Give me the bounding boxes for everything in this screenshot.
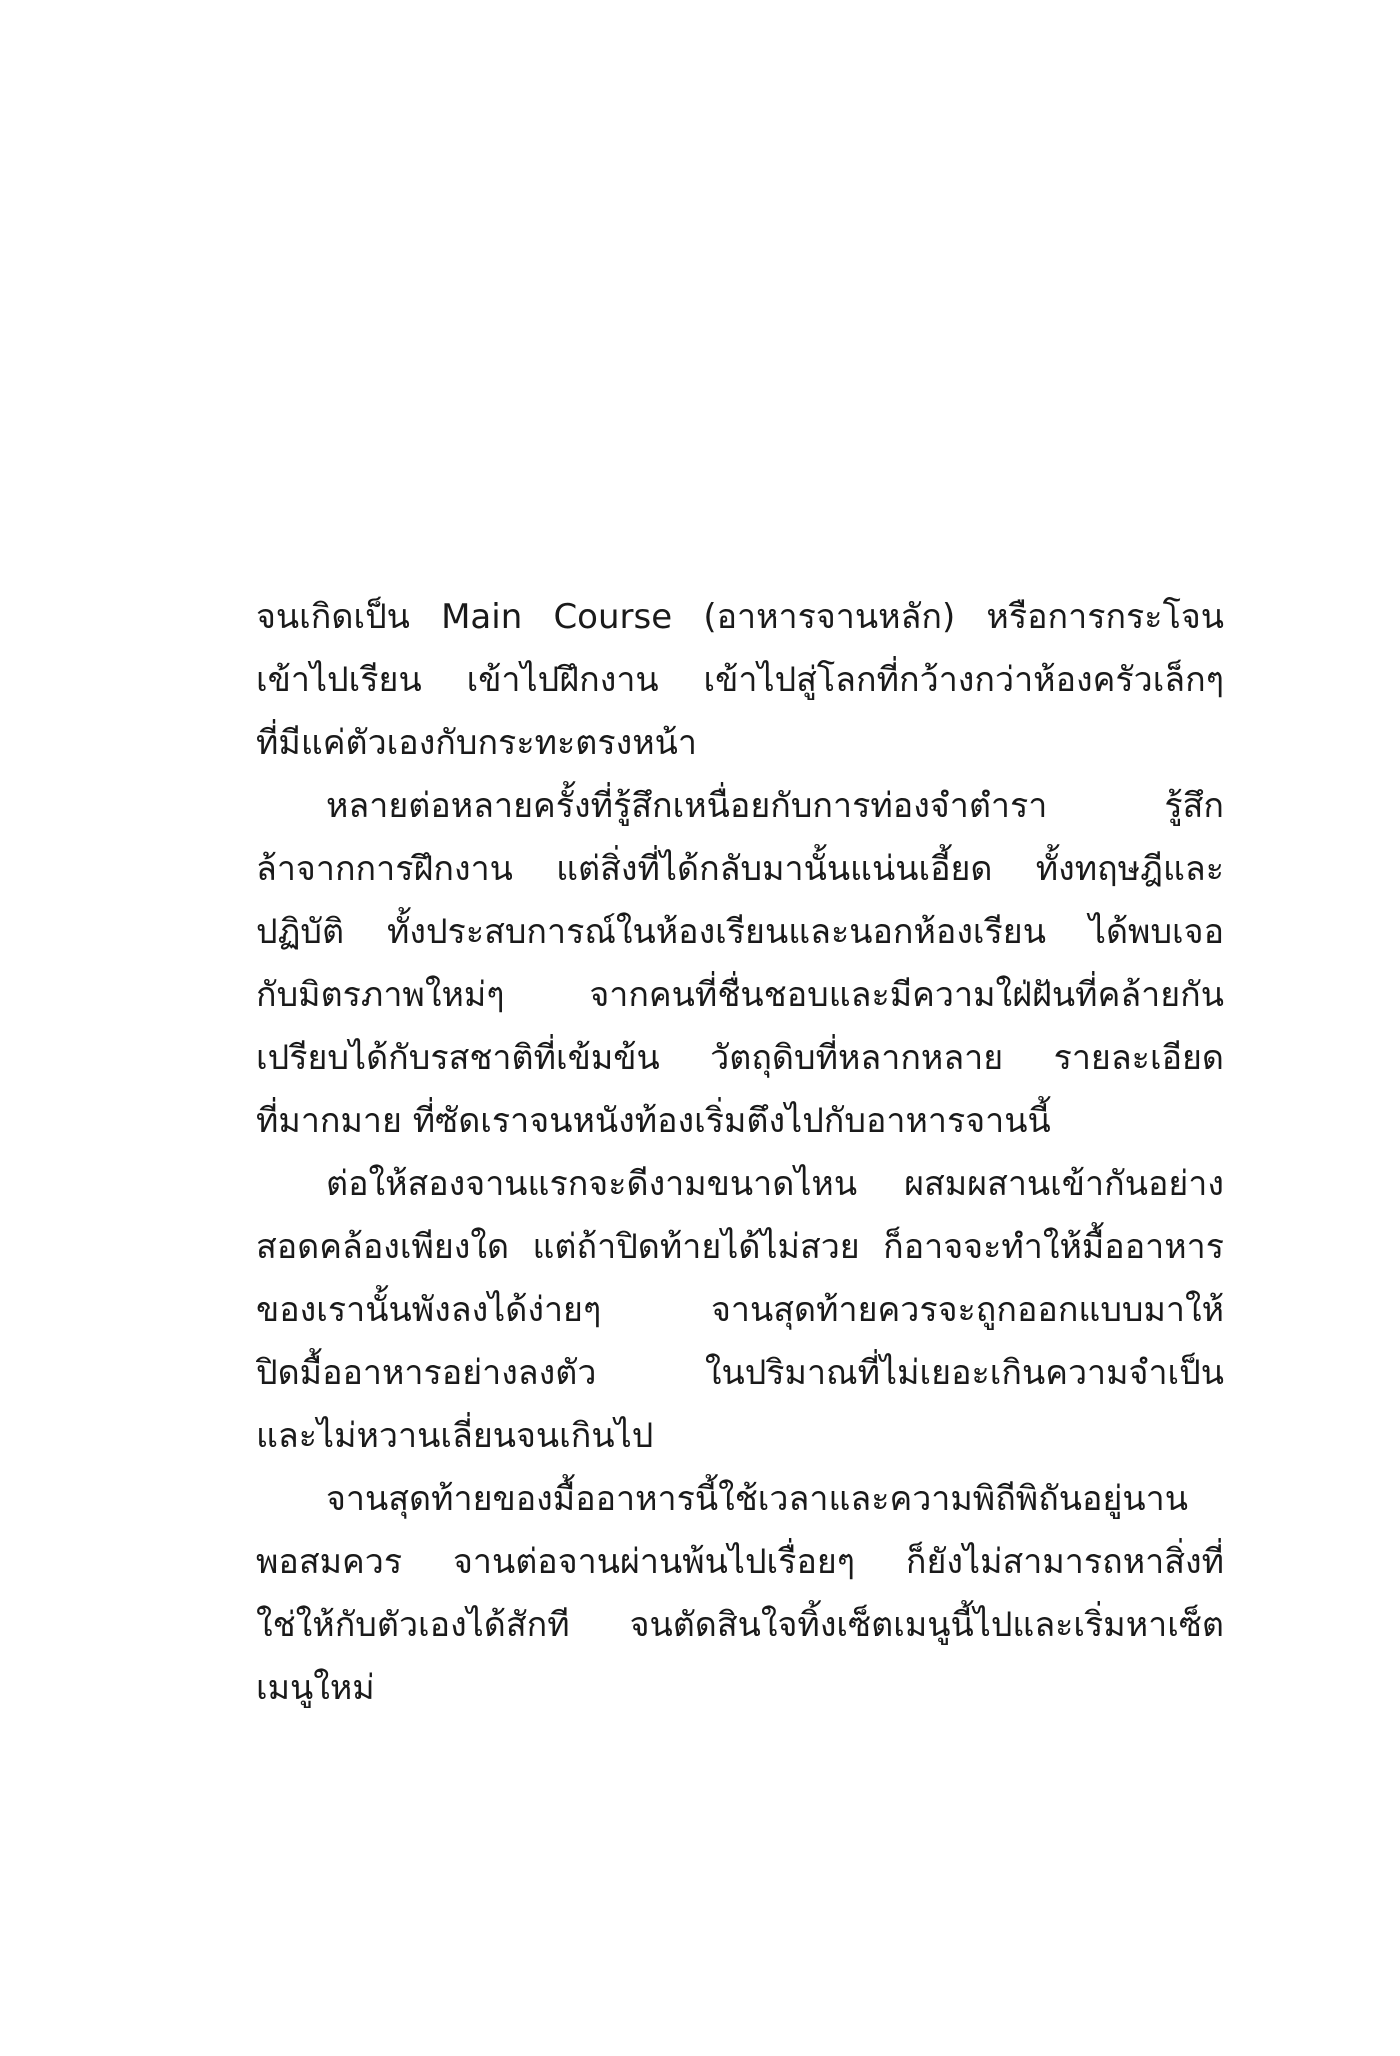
paragraph-2-line-6: ที่มากมาย ที่ซัดเราจนหนังท้องเริ่มตึงไปกับอาหารจานนี้ (256, 1101, 1051, 1141)
paragraph-2-line-3: ปฏิบัติ ทั้งประสบการณ์ในห้องเรียนและนอกห้องเรียน ได้พบเจอ (256, 912, 1224, 952)
paragraph-4-line-2: พอสมควร จานต่อจานผ่านพ้นไปเรื่อยๆ ก็ยังไม่สามารถหาสิ่งที่ (256, 1542, 1224, 1582)
paragraph-1-line-3: ที่มีแค่ตัวเองกับกระทะตรงหน้า (256, 723, 697, 763)
paragraph-4-line-3: ใช่ให้กับตัวเองได้สักที จนตัดสินใจทิ้งเซ็ตเมนูนี้ไปและเริ่มหาเซ็ต (256, 1605, 1224, 1645)
paragraph-2-line-2: ล้าจากการฝึกงาน แต่สิ่งที่ได้กลับมานั้นแน่นเอี้ยด ทั้งทฤษฎีและ (256, 849, 1224, 889)
paragraph-3-line-4: ปิดมื้ออาหารอย่างลงตัว ในปริมาณที่ไม่เยอะเกินความจำเป็น (256, 1353, 1224, 1393)
paragraph-4-line-4: เมนูใหม่ (256, 1668, 375, 1708)
paragraph-1-line-1: จนเกิดเป็น Main Course (อาหารจานหลัก) หรือการกระโจน (256, 597, 1224, 637)
paragraph-4-line-1: จานสุดท้ายของมื้ออาหารนี้ใช้เวลาและความพิถีพิถันอยู่นาน (326, 1479, 1188, 1519)
body-text (256, 586, 1224, 1720)
paragraph-2-line-1: หลายต่อหลายครั้งที่รู้สึกเหนื่อยกับการท่องจำตำรา รู้สึก (326, 786, 1224, 826)
paragraph-2-line-5: เปรียบได้กับรสชาติที่เข้มข้น วัตถุดิบที่หลากหลาย รายละเอียด (256, 1038, 1224, 1078)
paragraph-3-line-5: และไม่หวานเลี่ยนจนเกินไป (256, 1416, 654, 1456)
paragraph-2-line-4: กับมิตรภาพใหม่ๆ จากคนที่ชื่นชอบและมีความใฝ่ฝันที่คล้ายกัน (256, 975, 1224, 1015)
paragraph-3-line-2: สอดคล้องเพียงใด แต่ถ้าปิดท้ายได้ไม่สวย ก็อาจจะทำให้มื้ออาหาร (256, 1227, 1224, 1267)
paragraph-3-line-3: ของเรานั้นพังลงได้ง่ายๆ จานสุดท้ายควรจะถูกออกแบบมาให้ (256, 1290, 1224, 1330)
paragraph-1-line-2: เข้าไปเรียน เข้าไปฝึกงาน เข้าไปสู่โลกที่กว้างกว่าห้องครัวเล็กๆ (256, 660, 1224, 700)
paragraph-3-line-1: ต่อให้สองจานแรกจะดีงามขนาดไหน ผสมผสานเข้ากันอย่าง (326, 1164, 1224, 1204)
